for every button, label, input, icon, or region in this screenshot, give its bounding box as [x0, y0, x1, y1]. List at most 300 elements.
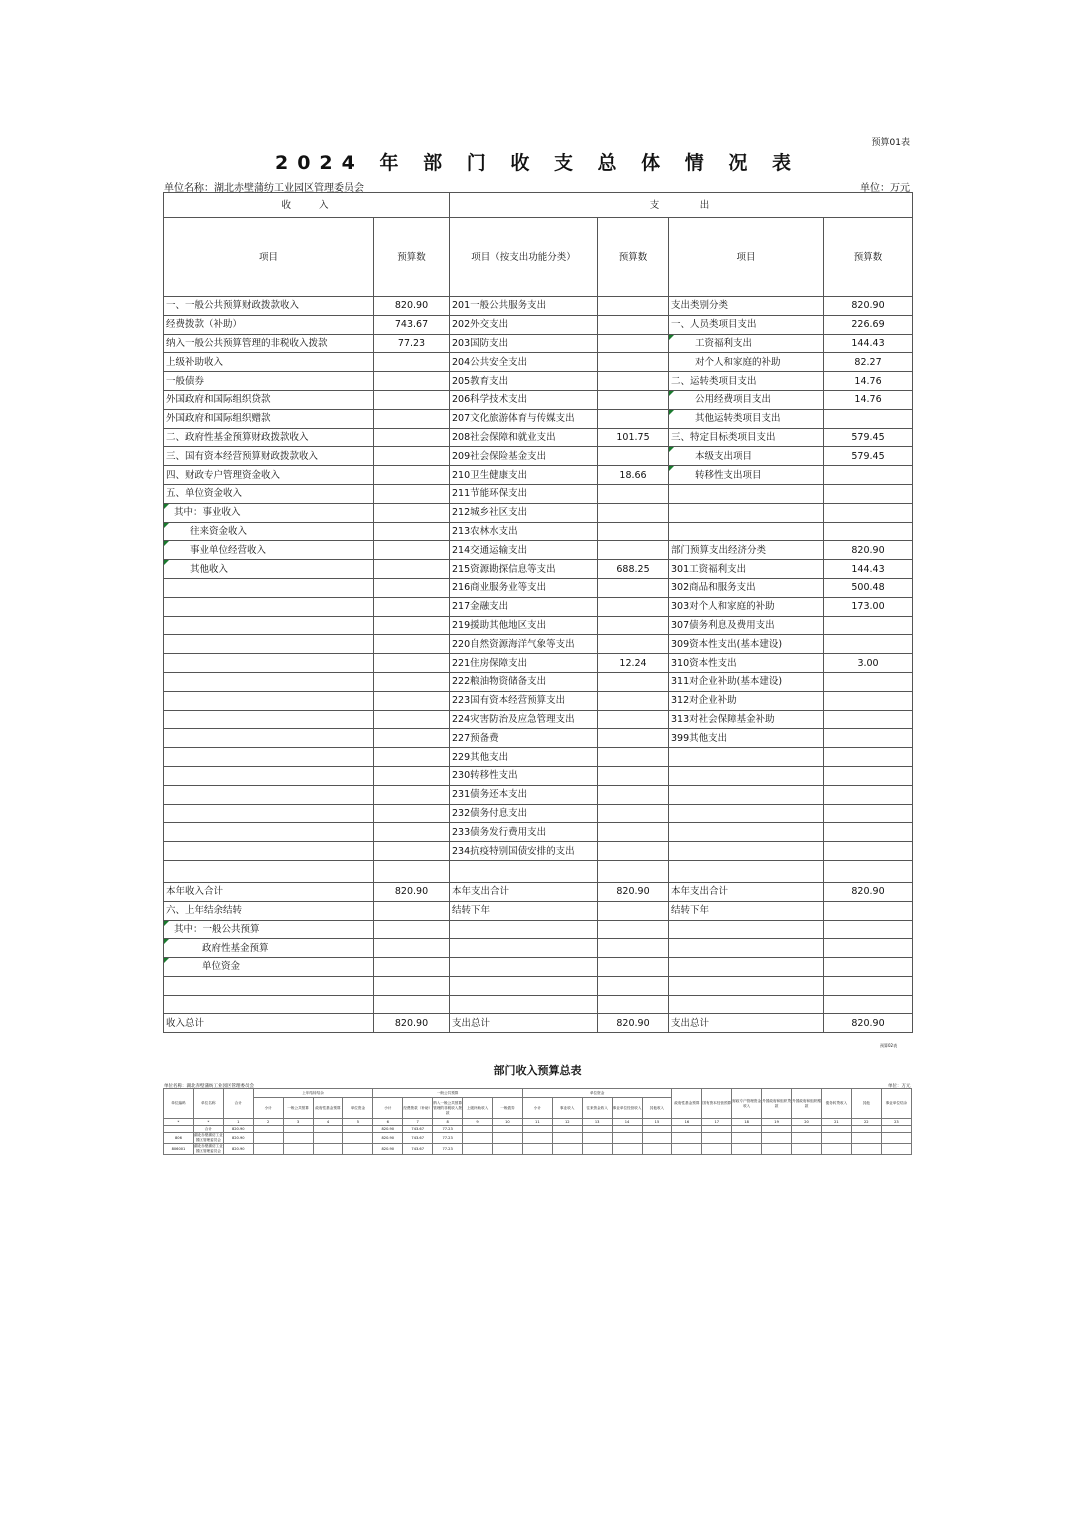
- expense-class-budget: [824, 503, 913, 522]
- table-row: [164, 428, 913, 447]
- col-expense-func-item: 项目（按支出功能分类）: [450, 218, 598, 297]
- expense-class-item: [669, 860, 824, 882]
- expense-class-item: 301工资福利支出: [669, 560, 824, 579]
- income-item: 外国政府和国际组织贷款: [164, 390, 374, 409]
- mini-subheader-cell: 其他收入: [642, 1098, 672, 1119]
- expense-class-budget: [824, 842, 913, 861]
- expense-class-item: 部门预算支出经济分类: [669, 541, 824, 560]
- expense-class-item: 对个人和家庭的补助: [669, 353, 824, 372]
- mini-cell: 743.67: [403, 1133, 433, 1144]
- expense-func-item: 202外交支出: [450, 315, 598, 334]
- table-row: [164, 447, 913, 466]
- income-budget: 743.67: [374, 315, 450, 334]
- mini-cell: [463, 1126, 493, 1133]
- expense-class-item: [669, 804, 824, 823]
- income-budget: [374, 372, 450, 391]
- income-budget: [374, 616, 450, 635]
- expense-func-item: 231债务还本支出: [450, 785, 598, 804]
- mini-subheader-cell: 事业单位经营收入: [612, 1098, 642, 1119]
- expense-class-budget: [824, 729, 913, 748]
- expense-class-budget: [824, 920, 913, 939]
- expense-class-budget: [824, 901, 913, 920]
- mini-cell: 19: [762, 1119, 792, 1126]
- expense-func-budget: [598, 616, 669, 635]
- income-budget: [374, 409, 450, 428]
- mini-subheader-cell: 事业收入: [552, 1098, 582, 1119]
- expense-class-budget: [824, 710, 913, 729]
- mini-cell: [881, 1144, 911, 1155]
- table-row: [164, 882, 913, 901]
- expense-class-budget: 820.90: [824, 1014, 913, 1033]
- col-income-budget: 预算数: [374, 218, 450, 297]
- expense-class-item: [669, 920, 824, 939]
- income-item: 四、财政专户管理资金收入: [164, 466, 374, 485]
- expense-class-item: [669, 785, 824, 804]
- expense-func-item: [450, 860, 598, 882]
- mini-cell: 16: [672, 1119, 702, 1126]
- mini-cell: [792, 1133, 822, 1144]
- expense-class-item: 399其他支出: [669, 729, 824, 748]
- table-row: [164, 920, 913, 939]
- table-row: [164, 823, 913, 842]
- mini-cell: [313, 1126, 343, 1133]
- mini-cell: 820.90: [223, 1144, 253, 1155]
- mini-cell: 23: [881, 1119, 911, 1126]
- expense-class-item: [669, 939, 824, 958]
- mini-cell: 743.67: [403, 1126, 433, 1133]
- mini-cell: 10: [492, 1119, 522, 1126]
- expense-func-item: 214交通运输支出: [450, 541, 598, 560]
- mini-header-cell: 单位编码: [164, 1089, 194, 1119]
- mini-table-row: [164, 1119, 912, 1126]
- expense-func-budget: [598, 842, 669, 861]
- income-item: [164, 748, 374, 767]
- mini-currency-unit: 单位：万元: [888, 1084, 911, 1089]
- table-row: [164, 578, 913, 597]
- expense-class-budget: 820.90: [824, 297, 913, 316]
- mini-cell: [762, 1144, 792, 1155]
- expense-class-budget: 579.45: [824, 447, 913, 466]
- mini-cell: [881, 1133, 911, 1144]
- income-item: 一般债券: [164, 372, 374, 391]
- mini-header-cell: 其他: [851, 1089, 881, 1119]
- mini-cell: [164, 1126, 194, 1133]
- expense-func-budget: [598, 409, 669, 428]
- expense-func-item: 219援助其他地区支出: [450, 616, 598, 635]
- expense-class-item: [669, 522, 824, 541]
- table-row: [164, 995, 913, 1014]
- income-item: [164, 785, 374, 804]
- mini-cell: [522, 1126, 552, 1133]
- income-budget: [374, 785, 450, 804]
- expense-func-budget: 12.24: [598, 654, 669, 673]
- income-item: [164, 597, 374, 616]
- mini-cell: 77.23: [433, 1144, 463, 1155]
- expense-class-item: [669, 766, 824, 785]
- expense-func-budget: [598, 447, 669, 466]
- expense-func-budget: 18.66: [598, 466, 669, 485]
- mini-table-row: [164, 1126, 912, 1133]
- expense-class-budget: 579.45: [824, 428, 913, 447]
- expense-class-item: 支出类别分类: [669, 297, 824, 316]
- expense-func-item: 203国防支出: [450, 334, 598, 353]
- mini-cell: [283, 1144, 313, 1155]
- expense-class-budget: 3.00: [824, 654, 913, 673]
- mini-cell: [582, 1144, 612, 1155]
- table-row: [164, 860, 913, 882]
- mini-cell: 1: [223, 1119, 253, 1126]
- income-budget: [374, 976, 450, 995]
- mini-cell: [851, 1126, 881, 1133]
- mini-cell: 17: [702, 1119, 732, 1126]
- expense-func-item: [450, 995, 598, 1014]
- expense-func-item: [450, 958, 598, 977]
- mini-subheader-cell: 一般公共预算: [283, 1098, 313, 1119]
- mini-cell: 5: [343, 1119, 373, 1126]
- mini-cell: [552, 1133, 582, 1144]
- expense-class-budget: [824, 958, 913, 977]
- expense-class-item: [669, 995, 824, 1014]
- mini-cell: [283, 1126, 313, 1133]
- mini-cell: 820.90: [373, 1133, 403, 1144]
- income-budget: [374, 766, 450, 785]
- income-budget: [374, 560, 450, 579]
- mini-subheader-cell: 纳入一般公共预算管理的非税收入拨款: [433, 1098, 463, 1119]
- income-item: 收入总计: [164, 1014, 374, 1033]
- expense-class-budget: [824, 939, 913, 958]
- expense-class-item: [669, 958, 824, 977]
- mini-cell: 820.90: [373, 1126, 403, 1133]
- expense-class-budget: [824, 766, 913, 785]
- expense-func-item: 207文化旅游体育与传媒支出: [450, 409, 598, 428]
- expense-class-item: 支出总计: [669, 1014, 824, 1033]
- mini-cell: [552, 1144, 582, 1155]
- mini-cell: [283, 1133, 313, 1144]
- mini-cell: 22: [851, 1119, 881, 1126]
- expense-class-item: 313对社会保障基金补助: [669, 710, 824, 729]
- income-budget: [374, 578, 450, 597]
- mini-cell: 11: [522, 1119, 552, 1126]
- expense-class-item: 结转下年: [669, 901, 824, 920]
- mini-cell: [881, 1126, 911, 1133]
- mini-cell: [582, 1133, 612, 1144]
- expense-func-item: 结转下年: [450, 901, 598, 920]
- expense-func-item: 222粮油物资储备支出: [450, 672, 598, 691]
- table-row: [164, 541, 913, 560]
- income-budget: [374, 390, 450, 409]
- expense-class-item: [669, 484, 824, 503]
- income-item: [164, 729, 374, 748]
- income-item: 五、单位资金收入: [164, 484, 374, 503]
- expense-class-item: 本级支出项目: [669, 447, 824, 466]
- expense-func-budget: [598, 635, 669, 654]
- page-title: 2024 年 部 门 收 支 总 体 情 况 表: [274, 152, 801, 174]
- mini-header-row: [164, 1089, 912, 1098]
- expense-func-budget: [598, 315, 669, 334]
- income-budget: [374, 995, 450, 1014]
- mini-subheader-cell: 小计: [522, 1098, 552, 1119]
- mini-header-cell: 外国政府和组织贷款: [762, 1089, 792, 1119]
- expense-func-budget: [598, 297, 669, 316]
- expense-class-item: 本年支出合计: [669, 882, 824, 901]
- income-budget: [374, 447, 450, 466]
- mini-cell: 8: [433, 1119, 463, 1126]
- table-row: [164, 334, 913, 353]
- income-item: 政府性基金预算: [164, 939, 374, 958]
- mini-cell: [672, 1126, 702, 1133]
- mini-cell: 743.67: [403, 1144, 433, 1155]
- unit-name: 单位名称：湖北赤壁蒲纺工业园区管理委员会: [164, 183, 364, 194]
- mini-cell: 18: [732, 1119, 762, 1126]
- mini-cell: [463, 1133, 493, 1144]
- expense-func-item: 233债务发行费用支出: [450, 823, 598, 842]
- expense-func-budget: [598, 672, 669, 691]
- mini-cell: 820.90: [223, 1133, 253, 1144]
- mini-cell: [821, 1126, 851, 1133]
- table-row: [164, 560, 913, 579]
- expense-func-budget: [598, 334, 669, 353]
- expense-class-budget: [824, 785, 913, 804]
- mini-cell: 15: [642, 1119, 672, 1126]
- expense-class-budget: 14.76: [824, 390, 913, 409]
- expense-func-item: 205教育支出: [450, 372, 598, 391]
- mini-cell: 12: [552, 1119, 582, 1126]
- income-budget: 820.90: [374, 297, 450, 316]
- mini-cell: [313, 1133, 343, 1144]
- mini-table-row: [164, 1133, 912, 1144]
- income-budget: [374, 729, 450, 748]
- table-row: [164, 409, 913, 428]
- mini-header-cell: 单位名称: [193, 1089, 223, 1119]
- income-item: 三、国有资本经营预算财政拨款收入: [164, 447, 374, 466]
- expense-func-item: 229其他支出: [450, 748, 598, 767]
- expense-class-item: [669, 748, 824, 767]
- income-budget: [374, 353, 450, 372]
- expense-func-item: 224灾害防治及应急管理支出: [450, 710, 598, 729]
- mini-cell: 3: [283, 1119, 313, 1126]
- mini-cell: 806001: [164, 1144, 194, 1155]
- expense-class-item: 三、特定目标类项目支出: [669, 428, 824, 447]
- mini-subheader-cell: 小计: [373, 1098, 403, 1119]
- income-header: 收 入: [164, 193, 450, 218]
- expense-func-budget: [598, 353, 669, 372]
- mini-subheader-cell: 经费拨款（补助）: [403, 1098, 433, 1119]
- expense-class-budget: 173.00: [824, 597, 913, 616]
- mini-cell: [612, 1133, 642, 1144]
- mini-form-code: 预算02表: [880, 1043, 898, 1048]
- expense-func-budget: [598, 484, 669, 503]
- income-item: 六、上年结余结转: [164, 901, 374, 920]
- mini-cell: [851, 1144, 881, 1155]
- mini-cell: [492, 1126, 522, 1133]
- income-budget: [374, 635, 450, 654]
- expense-class-budget: 82.27: [824, 353, 913, 372]
- expense-func-budget: [598, 785, 669, 804]
- mini-cell: [343, 1126, 373, 1133]
- form-code: 预算01表: [871, 138, 910, 148]
- mini-cell: [253, 1126, 283, 1133]
- expense-class-item: 311对企业补助(基本建设): [669, 672, 824, 691]
- table-row: [164, 1014, 913, 1033]
- income-budget: [374, 920, 450, 939]
- income-budget: [374, 958, 450, 977]
- mini-cell: [762, 1133, 792, 1144]
- mini-cell: 6: [373, 1119, 403, 1126]
- expense-func-budget: [598, 920, 669, 939]
- mini-cell: [492, 1144, 522, 1155]
- expense-func-budget: [598, 995, 669, 1014]
- expense-class-budget: 820.90: [824, 882, 913, 901]
- mini-header-cell: 上年结转结余: [253, 1089, 373, 1098]
- expense-func-budget: [598, 710, 669, 729]
- expense-func-budget: [598, 503, 669, 522]
- mini-cell: 湖北赤壁蒲纺工业园区管理委员会: [193, 1133, 223, 1142]
- income-budget: 820.90: [374, 1014, 450, 1033]
- income-item: 其他收入: [164, 560, 374, 579]
- expense-func-budget: 820.90: [598, 1014, 669, 1033]
- income-item: [164, 654, 374, 673]
- table-row: [164, 785, 913, 804]
- expense-class-item: 302商品和服务支出: [669, 578, 824, 597]
- income-item: 外国政府和国际组织赠款: [164, 409, 374, 428]
- col-income-item: 项目: [164, 218, 374, 297]
- table-row: [164, 729, 913, 748]
- mini-cell: [732, 1144, 762, 1155]
- income-item: 一、一般公共预算财政拨款收入: [164, 297, 374, 316]
- mini-cell: 820.90: [223, 1126, 253, 1133]
- income-item: 事业单位经营收入: [164, 541, 374, 560]
- expense-func-item: 227预备费: [450, 729, 598, 748]
- mini-header-cell: 外国政府和组织赠款: [792, 1089, 822, 1119]
- expense-class-item: 工资福利支出: [669, 334, 824, 353]
- expense-class-item: [669, 976, 824, 995]
- mini-cell: 合计: [193, 1126, 223, 1133]
- expense-class-budget: [824, 804, 913, 823]
- mini-unit-name: 单位名称：湖北赤壁蒲纺工业园区管理委员会: [164, 1084, 254, 1089]
- expense-class-item: [669, 503, 824, 522]
- expense-func-item: 本年支出合计: [450, 882, 598, 901]
- table-row: [164, 672, 913, 691]
- income-budget: 77.23: [374, 334, 450, 353]
- expense-func-item: 221住房保障支出: [450, 654, 598, 673]
- expense-header: 支 出: [450, 193, 913, 218]
- expense-func-item: 212城乡社区支出: [450, 503, 598, 522]
- expense-class-budget: [824, 635, 913, 654]
- mini-subheader-cell: 小计: [253, 1098, 283, 1119]
- table-row: [164, 484, 913, 503]
- income-item: [164, 766, 374, 785]
- table-row: [164, 710, 913, 729]
- expense-func-budget: [598, 748, 669, 767]
- expense-func-item: 220自然资源海洋气象等支出: [450, 635, 598, 654]
- table-row: [164, 353, 913, 372]
- mini-cell: *: [193, 1119, 223, 1126]
- mini-cell: [702, 1126, 732, 1133]
- income-budget: [374, 522, 450, 541]
- income-item: [164, 691, 374, 710]
- income-item: 其中：一般公共预算: [164, 920, 374, 939]
- expense-class-budget: 226.69: [824, 315, 913, 334]
- expense-class-item: [669, 823, 824, 842]
- table-row: [164, 654, 913, 673]
- expense-func-item: 208社会保障和就业支出: [450, 428, 598, 447]
- mini-header-cell: 合计: [223, 1089, 253, 1119]
- expense-func-budget: [598, 823, 669, 842]
- expense-func-item: [450, 976, 598, 995]
- table-row: [164, 372, 913, 391]
- table-row: [164, 390, 913, 409]
- expense-func-budget: [598, 541, 669, 560]
- expense-func-budget: [598, 390, 669, 409]
- mini-subheader-cell: 上级补助收入: [463, 1098, 493, 1119]
- table-row: [164, 842, 913, 861]
- table-row: [164, 522, 913, 541]
- expense-func-item: 213农林水支出: [450, 522, 598, 541]
- mini-cell: [642, 1144, 672, 1155]
- expense-func-budget: 820.90: [598, 882, 669, 901]
- mini-cell: 77.23: [433, 1133, 463, 1144]
- table-row: [164, 635, 913, 654]
- mini-cell: [642, 1133, 672, 1144]
- income-item: 往来资金收入: [164, 522, 374, 541]
- expense-class-item: 其他运转类项目支出: [669, 409, 824, 428]
- mini-header-cell: 政府性基金预算: [672, 1089, 702, 1119]
- expense-class-item: 309资本性支出(基本建设): [669, 635, 824, 654]
- expense-func-budget: [598, 729, 669, 748]
- mini-cell: [762, 1126, 792, 1133]
- expense-class-budget: [824, 823, 913, 842]
- mini-header-cell: 国有资本经营预算: [702, 1089, 732, 1119]
- income-item: [164, 823, 374, 842]
- mini-cell: [851, 1133, 881, 1144]
- expense-func-budget: [598, 578, 669, 597]
- income-budget: [374, 466, 450, 485]
- income-budget: [374, 842, 450, 861]
- expense-func-budget: [598, 691, 669, 710]
- table-row: [164, 766, 913, 785]
- mini-cell: [612, 1144, 642, 1155]
- mini-cell: [792, 1144, 822, 1155]
- expense-class-item: 303对个人和家庭的补助: [669, 597, 824, 616]
- expense-func-budget: [598, 522, 669, 541]
- mini-cell: [253, 1144, 283, 1155]
- income-budget: [374, 748, 450, 767]
- mini-cell: [821, 1133, 851, 1144]
- currency-unit: 单位：万元: [860, 183, 910, 194]
- expense-func-item: [450, 920, 598, 939]
- income-budget: [374, 939, 450, 958]
- mini-cell: 21: [821, 1119, 851, 1126]
- expense-func-budget: 101.75: [598, 428, 669, 447]
- mini-cell: [522, 1133, 552, 1144]
- mini-cell: 14: [612, 1119, 642, 1126]
- mini-cell: 4: [313, 1119, 343, 1126]
- mini-cell: *: [164, 1119, 194, 1126]
- mini-cell: 77.23: [433, 1126, 463, 1133]
- mini-cell: [552, 1126, 582, 1133]
- expense-func-budget: [598, 597, 669, 616]
- expense-func-item: 211节能环保支出: [450, 484, 598, 503]
- income-item: 上级补助收入: [164, 353, 374, 372]
- mini-cell: 20: [792, 1119, 822, 1126]
- mini-cell: [343, 1133, 373, 1144]
- income-budget: [374, 901, 450, 920]
- expense-func-item: 204公共安全支出: [450, 353, 598, 372]
- expense-class-item: 312对企业补助: [669, 691, 824, 710]
- mini-cell: [463, 1144, 493, 1155]
- mini-cell: [343, 1144, 373, 1155]
- mini-cell: [313, 1144, 343, 1155]
